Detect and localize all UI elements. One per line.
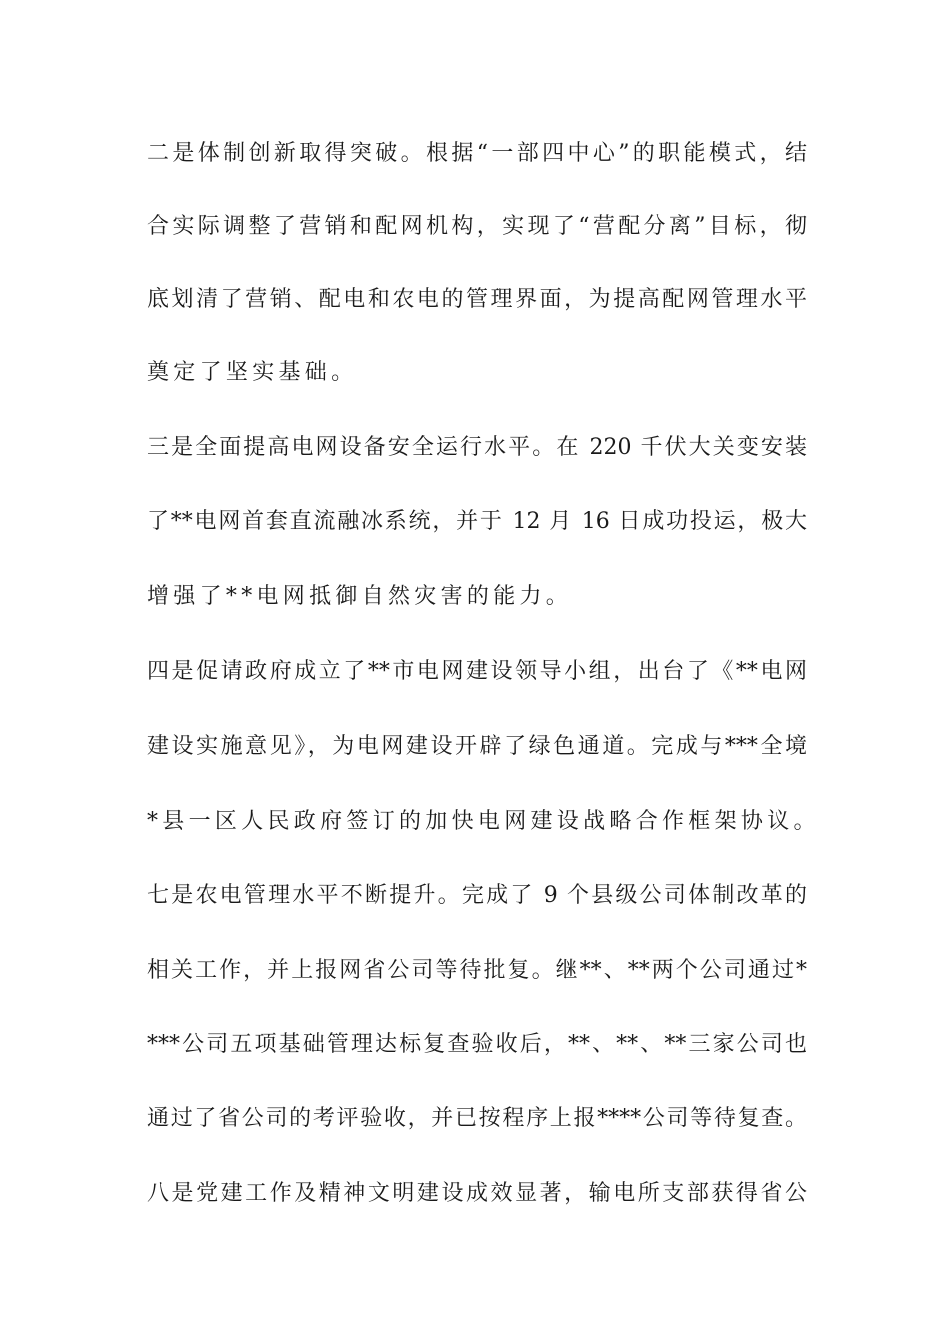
paragraph-2-line-1: 二是体制创新取得突破。根据“一部四中心”的职能模式，结 — [147, 141, 807, 166]
paragraph-3-line-1: 三是全面提高电网设备安全运行水平。在 220 千伏大关变安装 — [147, 435, 807, 460]
paragraph-7-line-2: 相关工作，并上报网省公司等待批复。继**、**两个公司通过* — [147, 958, 807, 983]
paragraph-2-line-4: 奠定了坚实基础。 — [147, 360, 358, 385]
paragraph-7-line-4: 通过了省公司的考评验收，并已按程序上报****公司等待复查。 — [147, 1106, 807, 1131]
paragraph-2-line-3: 底划清了营销、配电和农电的管理界面，为提高配网管理水平 — [147, 287, 807, 312]
paragraph-4-line-3: *县一区人民政府签订的加快电网建设战略合作框架协议。 — [147, 809, 820, 834]
paragraph-2-line-2: 合实际调整了营销和配网机构，实现了“营配分离”目标，彻 — [147, 214, 807, 239]
paragraph-4-line-2: 建设实施意见》，为电网建设开辟了绿色通道。完成与***全境 — [147, 734, 807, 759]
paragraph-7-line-1: 七是农电管理水平不断提升。完成了 9 个县级公司体制改革的 — [147, 883, 807, 908]
paragraph-7-line-3: ***公司五项基础管理达标复查验收后，**、**、**三家公司也 — [147, 1032, 807, 1057]
paragraph-4-line-1: 四是促请政府成立了**市电网建设领导小组，出台了《**电网 — [147, 659, 807, 684]
paragraph-3-line-3: 增强了**电网抵御自然灾害的能力。 — [147, 584, 573, 609]
paragraph-8-line-1: 八是党建工作及精神文明建设成效显著，输电所支部获得省公 — [147, 1181, 807, 1206]
paragraph-3-line-2: 了**电网首套直流融冰系统，并于 12 月 16 日成功投运，极大 — [147, 509, 807, 534]
